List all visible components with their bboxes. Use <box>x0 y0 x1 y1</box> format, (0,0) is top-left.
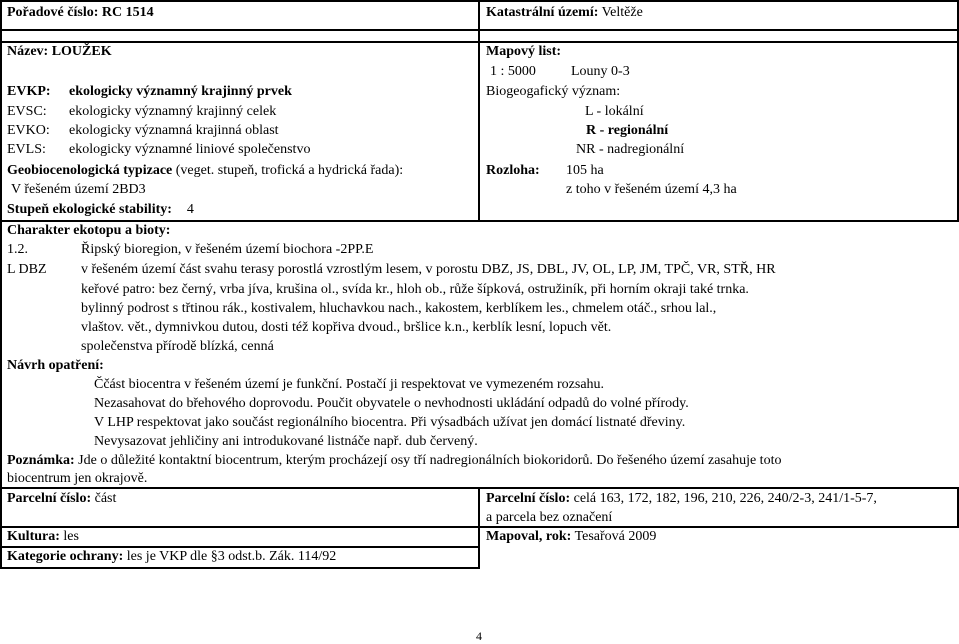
region-text: Řipský bioregion, v řešeném území biochora -2PP.E <box>81 242 374 257</box>
map-scale: 1 : 5000 <box>490 64 536 79</box>
geobio-label: Geobiocenologická typizace <box>7 163 173 178</box>
order-label: Pořadové číslo: <box>7 5 99 20</box>
biota-label: Charakter ekotopu a bioty: <box>7 223 171 238</box>
region-code: 1.2. <box>7 242 28 257</box>
stability-row <box>7 202 194 218</box>
abbr-code-evls: EVLS: <box>7 142 46 157</box>
protection-row <box>7 549 336 565</box>
mapped-row <box>486 529 656 545</box>
stability-label: Stupeň ekologické stability: <box>7 202 172 217</box>
area-sub: z toho v řešeném území 4,3 ha <box>566 182 737 197</box>
habitat-type-code: L DBZ <box>7 262 47 277</box>
note-text: Jde o důležité kontaktní biocentrum, kterým procházejí osy tří nadregionálních biokoridorů. Do řešeného území zasahuje toto <box>78 453 782 468</box>
biogeo-local: L - lokální <box>585 104 644 119</box>
protection-value: les je VKP dle §3 odst.b. Zák. 114/92 <box>126 549 337 564</box>
area-value: 105 ha <box>566 163 604 178</box>
geobio-note: (veget. stupeň, trofická a hydrická řada): <box>175 163 404 178</box>
parcel-right-label: Parcelní číslo: <box>486 491 571 506</box>
abbr-code-evko: EVKO: <box>7 123 50 138</box>
culture-value: les <box>63 529 79 544</box>
cadastral-area <box>486 5 643 21</box>
geobio-heading <box>7 163 403 179</box>
proposal-line-2: Nezasahovat do břehového doprovodu. Poučit obyvatele o nevhodnosti ukládání odpadů do volné přírody. <box>94 396 689 411</box>
proposal-label: Návrh opatření: <box>7 358 104 373</box>
cadastral-value: Veltěže <box>601 5 643 20</box>
name-label: Název: <box>7 44 49 59</box>
parcel-right <box>486 491 877 507</box>
culture-row <box>7 529 79 545</box>
abbr-text-evkp: ekologicky významný krajinný prvek <box>69 84 292 99</box>
mapped-value: Tesařová 2009 <box>574 529 657 544</box>
column-divider-bottom <box>478 487 480 569</box>
mapped-label: Mapoval, rok: <box>486 529 572 544</box>
biota-line-3: bylinný podrost s třtinou rák., kostivalem, hluchavkou nach., kakostem, kerblíkem les., chmelem otáč., srhou lal., <box>81 301 717 316</box>
biogeo-supra: NR - nadregionální <box>576 142 685 157</box>
parcel-right-value-2: a parcela bez označení <box>486 510 613 525</box>
row-divider-protection <box>0 546 480 548</box>
proposal-line-4: Nevysazovat jehličiny ani introdukované listnáče např. dub červený. <box>94 434 478 449</box>
abbr-text-evko: ekologicky významná krajinná oblast <box>69 123 279 138</box>
border-bottom <box>0 567 480 569</box>
parcel-left-label: Parcelní číslo: <box>7 491 92 506</box>
culture-label: Kultura: <box>7 529 60 544</box>
cadastral-label: Katastrální území: <box>486 5 599 20</box>
border-left <box>0 0 2 569</box>
biota-line-4: vlaštov. vět., dymnivkou dutou, dosti též kopřiva dvoud., bršlice k.n., kerblík lesní, lopuch vět. <box>81 320 612 335</box>
note-line-2: biocentrum jen okrajově. <box>7 471 148 486</box>
page-number: 4 <box>476 629 482 643</box>
note-label: Poznámka: <box>7 453 75 468</box>
biogeo-label: Biogeogafický význam: <box>486 84 621 99</box>
biota-line-1: v řešeném území část svahu terasy porostlá vzrostlým lesem, v porostu DBZ, JS, DBL, JV, OL, LP, JM, TPČ, VR, STŘ, HR <box>81 262 776 277</box>
parcel-left <box>7 491 116 507</box>
note-line-1 <box>7 453 781 469</box>
name-value: LOUŽEK <box>51 44 112 59</box>
area-label: Rozloha: <box>486 163 540 178</box>
map-label: Mapový list: <box>486 44 562 59</box>
abbr-text-evls: ekologicky významné liniové společenstvo <box>69 142 311 157</box>
parcel-left-value: část <box>94 491 117 506</box>
protection-label: Kategorie ochrany: <box>7 549 124 564</box>
proposal-line-1: Ččást biocentra v řešeném území je funkční. Postačí ji respektovat ve vymezeném rozsahu. <box>94 377 605 392</box>
order-value: RC 1514 <box>101 5 154 20</box>
abbr-code-evkp: EVKP: <box>7 84 51 99</box>
biota-line-5: společenstva přírodě blízká, cenná <box>81 339 274 354</box>
proposal-line-3: V LHP respektovat jako součást regionálního biocentra. Při výsadbách užívat jen domácí listnaté dřeviny. <box>94 415 686 430</box>
geobio-value: V řešeném území 2BD3 <box>11 182 146 197</box>
order-number <box>7 5 154 21</box>
column-divider-top <box>478 0 480 222</box>
biogeo-regional: R - regionální <box>586 123 669 138</box>
abbr-text-evsc: ekologicky významný krajinný celek <box>69 104 277 119</box>
site-name <box>7 44 112 60</box>
parcel-right-value: celá 163, 172, 182, 196, 210, 226, 240/2-3, 241/1-5-7, <box>573 491 877 506</box>
abbr-code-evsc: EVSC: <box>7 104 47 119</box>
map-sheet: Louny 0-3 <box>571 64 630 79</box>
biota-line-2: keřové patro: bez černý, vrba jíva, krušina ol., svída kr., hloh ob., růže šípková, ostružiník, při horním okraji také trnka. <box>81 282 749 297</box>
stability-value: 4 <box>186 202 194 217</box>
